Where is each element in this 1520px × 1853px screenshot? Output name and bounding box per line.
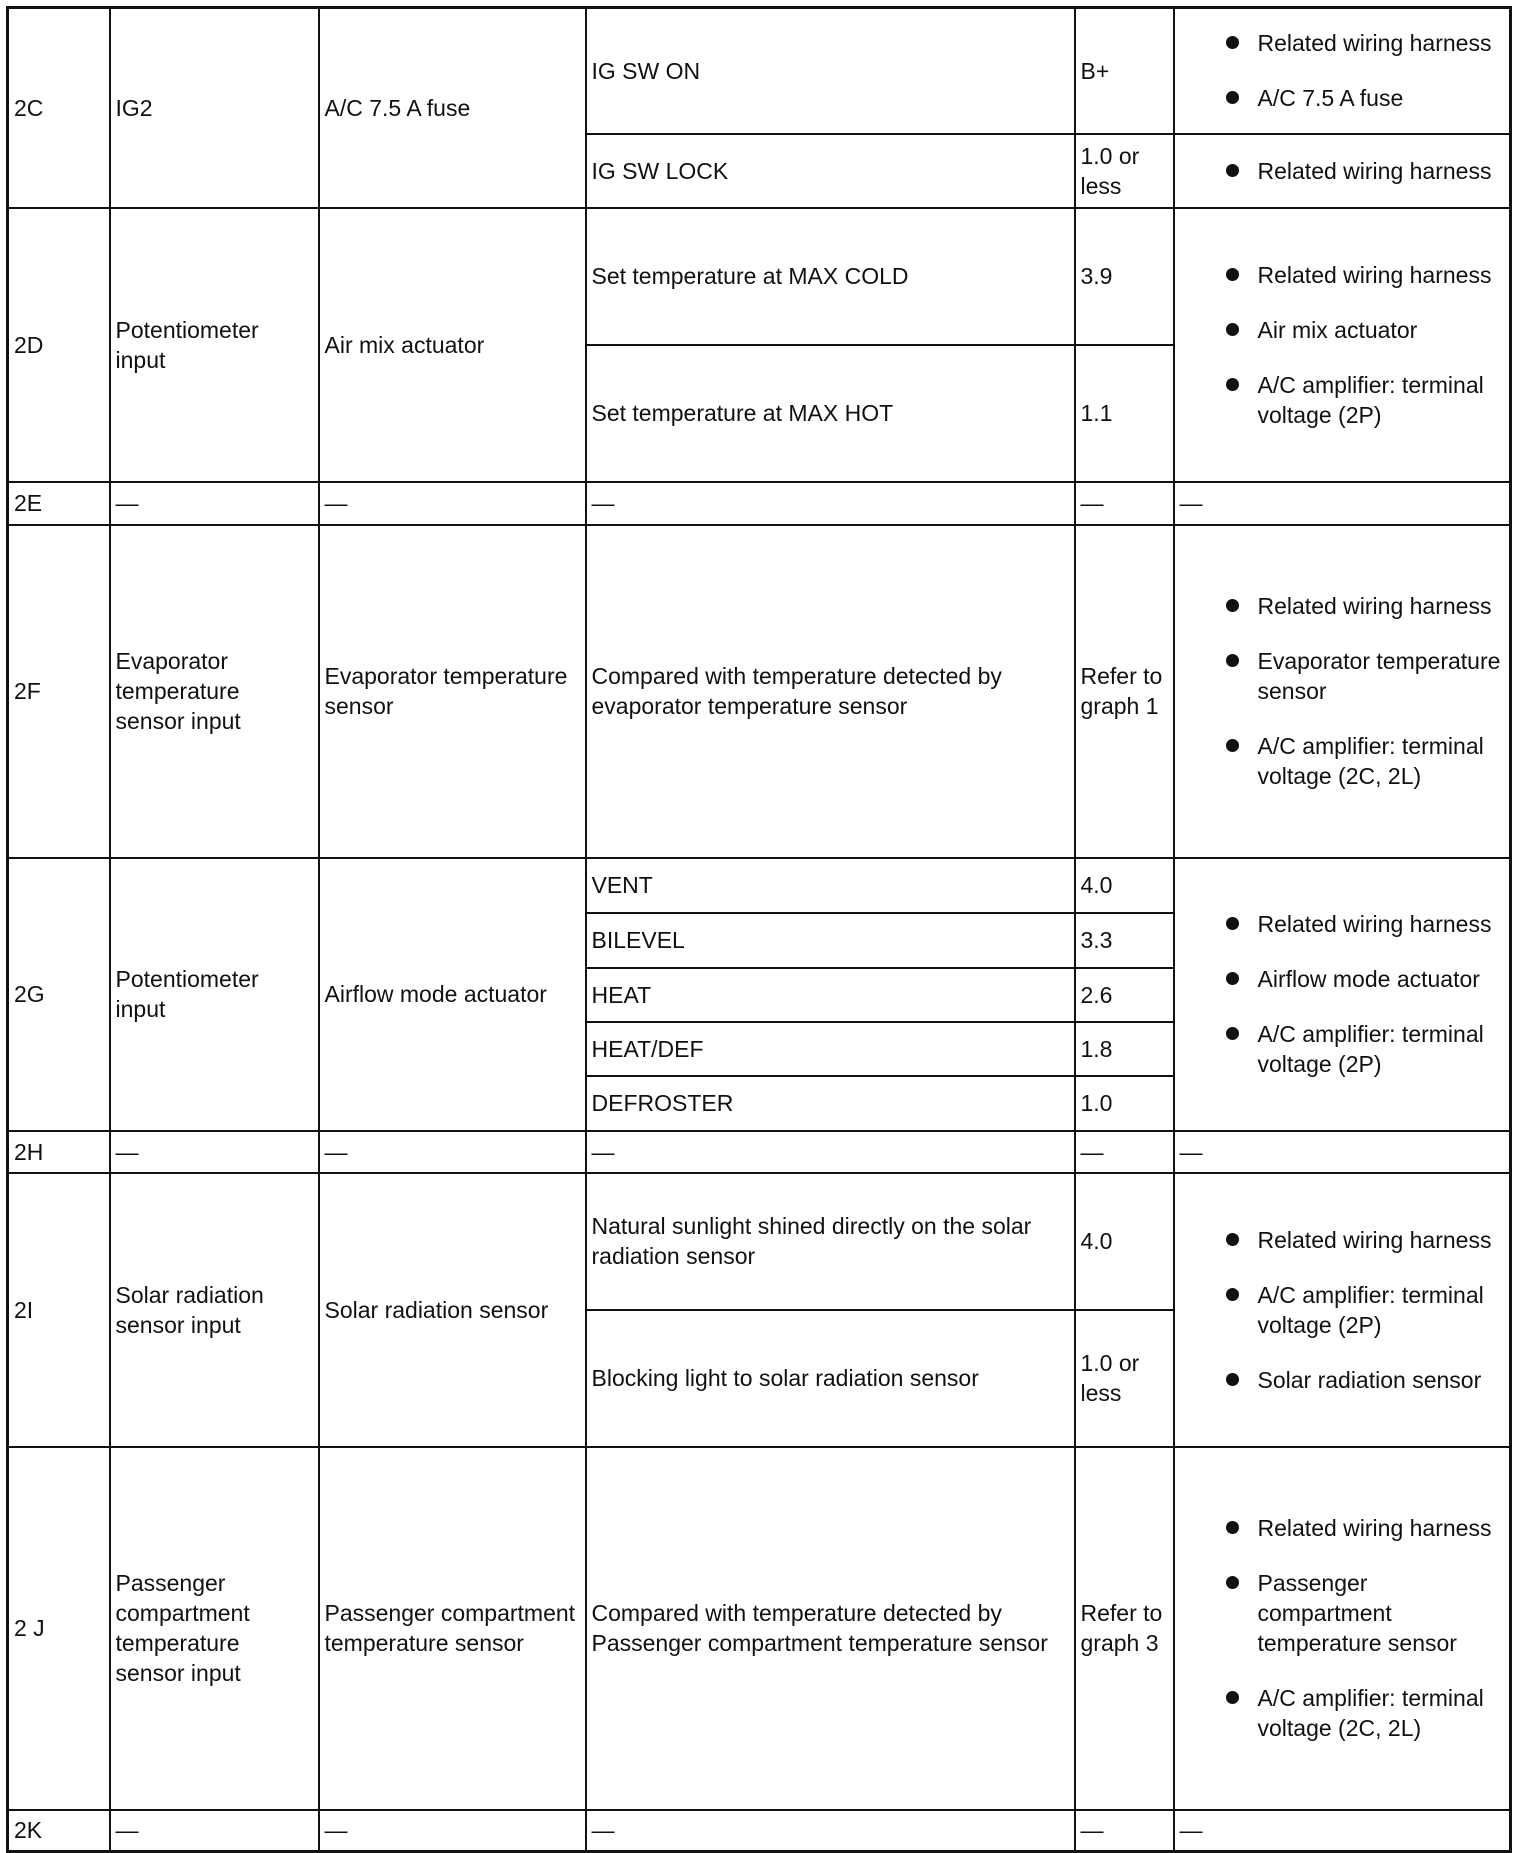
terminal-name-cell: — <box>110 1810 319 1852</box>
list-item: Passenger compartment temperature sensor <box>1180 1568 1505 1658</box>
table-row <box>8 8 1511 134</box>
bullet-icon <box>1226 1373 1239 1386</box>
table-row <box>8 482 1511 525</box>
list-item: Related wiring harness <box>1180 909 1505 939</box>
connected-to-cell: Air mix actuator <box>319 208 586 482</box>
condition-cell: BILEVEL <box>586 913 1075 968</box>
table-row <box>8 1173 1511 1310</box>
bullet-icon <box>1226 654 1239 667</box>
terminal-name-cell: Solar radiation sensor input <box>110 1173 319 1447</box>
list-item: A/C amplifier: terminal voltage (2C, 2L) <box>1180 731 1505 791</box>
bullet-icon <box>1226 1233 1239 1246</box>
table-row <box>8 525 1511 858</box>
bullet-icon <box>1226 91 1239 104</box>
bullet-icon <box>1226 36 1239 49</box>
terminal-name-cell: Potentiometer input <box>110 858 319 1131</box>
terminal-cell: 2F <box>8 525 110 858</box>
inspection-list <box>1180 587 1505 795</box>
terminal-cell: 2 J <box>8 1447 110 1810</box>
terminal-name-cell: Potentiometer input <box>110 208 319 482</box>
standard-cell: — <box>1075 1131 1174 1173</box>
terminal-cell: 2I <box>8 1173 110 1447</box>
condition-cell: Blocking light to solar radiation sensor <box>586 1310 1075 1447</box>
list-item: Solar radiation sensor <box>1180 1365 1505 1395</box>
bullet-icon <box>1226 1691 1239 1704</box>
list-item: Related wiring harness <box>1180 1513 1505 1543</box>
bullet-icon <box>1226 1288 1239 1301</box>
standard-cell: 3.3 <box>1075 913 1174 968</box>
condition-cell: Compared with temperature detected by evaporator temperature sensor <box>586 525 1075 858</box>
standard-cell: — <box>1075 482 1174 525</box>
list-item: A/C amplifier: terminal voltage (2P) <box>1180 1019 1505 1079</box>
list-item: Related wiring harness <box>1180 28 1505 58</box>
standard-cell: 2.6 <box>1075 968 1174 1022</box>
inspection-cell: — <box>1174 1131 1511 1173</box>
inspection-list <box>1180 24 1505 117</box>
connected-to-cell: Airflow mode actuator <box>319 858 586 1131</box>
standard-cell: Refer to graph 1 <box>1075 525 1174 858</box>
list-item: Airflow mode actuator <box>1180 964 1505 994</box>
bullet-icon <box>1226 972 1239 985</box>
inspection-list <box>1180 905 1505 1083</box>
table-row <box>8 208 1511 345</box>
inspection-cell: — <box>1174 1810 1511 1852</box>
terminal-name-cell: — <box>110 1131 319 1173</box>
bullet-icon <box>1226 1027 1239 1040</box>
connected-to-cell: — <box>319 1810 586 1852</box>
inspection-cell <box>1174 208 1511 482</box>
bullet-icon <box>1226 739 1239 752</box>
connected-to-cell: Evaporator temperature sensor <box>319 525 586 858</box>
terminal-name-cell: Evaporator temperature sensor input <box>110 525 319 858</box>
list-item: A/C amplifier: terminal voltage (2P) <box>1180 1280 1505 1340</box>
terminal-name-cell: IG2 <box>110 8 319 208</box>
terminal-cell: 2E <box>8 482 110 525</box>
standard-cell: 1.0 <box>1075 1076 1174 1131</box>
inspection-cell <box>1174 1173 1511 1447</box>
condition-cell: Compared with temperature detected by Passenger compartment temperature sensor <box>586 1447 1075 1810</box>
bullet-icon <box>1226 164 1239 177</box>
inspection-cell <box>1174 134 1511 208</box>
connected-to-cell: — <box>319 482 586 525</box>
inspection-cell <box>1174 858 1511 1131</box>
terminal-cell: 2C <box>8 8 110 208</box>
connected-to-cell: A/C 7.5 A fuse <box>319 8 586 208</box>
table-row <box>8 1810 1511 1852</box>
terminal-cell: 2H <box>8 1131 110 1173</box>
inspection-list <box>1180 256 1505 434</box>
standard-cell: — <box>1075 1810 1174 1852</box>
standard-cell: 3.9 <box>1075 208 1174 345</box>
inspection-cell <box>1174 1447 1511 1810</box>
condition-cell: VENT <box>586 858 1075 913</box>
bullet-icon <box>1226 917 1239 930</box>
standard-cell: B+ <box>1075 8 1174 134</box>
connected-to-cell: Passenger compartment temperature sensor <box>319 1447 586 1810</box>
condition-cell: IG SW ON <box>586 8 1075 134</box>
standard-cell: 1.8 <box>1075 1022 1174 1076</box>
bullet-icon <box>1226 323 1239 336</box>
bullet-icon <box>1226 1521 1239 1534</box>
inspection-list <box>1180 1509 1505 1747</box>
terminal-name-cell: — <box>110 482 319 525</box>
terminal-name-cell: Passenger compartment temperature sensor input <box>110 1447 319 1810</box>
terminal-cell: 2G <box>8 858 110 1131</box>
condition-cell: HEAT <box>586 968 1075 1022</box>
standard-cell: Refer to graph 3 <box>1075 1447 1174 1810</box>
terminal-voltage-table-page <box>6 6 1512 1853</box>
list-item: Related wiring harness <box>1180 1225 1505 1255</box>
inspection-cell <box>1174 525 1511 858</box>
table-row <box>8 1131 1511 1173</box>
list-item: Air mix actuator <box>1180 315 1505 345</box>
list-item: Related wiring harness <box>1180 260 1505 290</box>
list-item: A/C 7.5 A fuse <box>1180 83 1505 113</box>
standard-cell: 4.0 <box>1075 858 1174 913</box>
condition-cell: — <box>586 1810 1075 1852</box>
terminal-voltage-table <box>6 6 1512 1853</box>
list-item: Related wiring harness <box>1180 591 1505 621</box>
condition-cell: Set temperature at MAX HOT <box>586 345 1075 482</box>
standard-cell: 1.0 or less <box>1075 1310 1174 1447</box>
inspection-cell: — <box>1174 482 1511 525</box>
list-item: A/C amplifier: terminal voltage (2C, 2L) <box>1180 1683 1505 1743</box>
inspection-cell <box>1174 8 1511 134</box>
condition-cell: HEAT/DEF <box>586 1022 1075 1076</box>
bullet-icon <box>1226 378 1239 391</box>
condition-cell: — <box>586 482 1075 525</box>
condition-cell: DEFROSTER <box>586 1076 1075 1131</box>
terminal-cell: 2D <box>8 208 110 482</box>
connected-to-cell: Solar radiation sensor <box>319 1173 586 1447</box>
terminal-cell: 2K <box>8 1810 110 1852</box>
list-item: A/C amplifier: terminal voltage (2P) <box>1180 370 1505 430</box>
connected-to-cell: — <box>319 1131 586 1173</box>
standard-cell: 1.0 or less <box>1075 134 1174 208</box>
table-row <box>8 1447 1511 1810</box>
bullet-icon <box>1226 1576 1239 1589</box>
list-item: Evaporator temperature sensor <box>1180 646 1505 706</box>
bullet-icon <box>1226 268 1239 281</box>
condition-cell: Natural sunlight shined directly on the solar radiation sensor <box>586 1173 1075 1310</box>
bullet-icon <box>1226 599 1239 612</box>
standard-cell: 4.0 <box>1075 1173 1174 1310</box>
inspection-list <box>1180 152 1505 190</box>
table-row <box>8 858 1511 913</box>
condition-cell: Set temperature at MAX COLD <box>586 208 1075 345</box>
condition-cell: IG SW LOCK <box>586 134 1075 208</box>
list-item: Related wiring harness <box>1180 156 1505 186</box>
inspection-list <box>1180 1221 1505 1399</box>
condition-cell: — <box>586 1131 1075 1173</box>
standard-cell: 1.1 <box>1075 345 1174 482</box>
